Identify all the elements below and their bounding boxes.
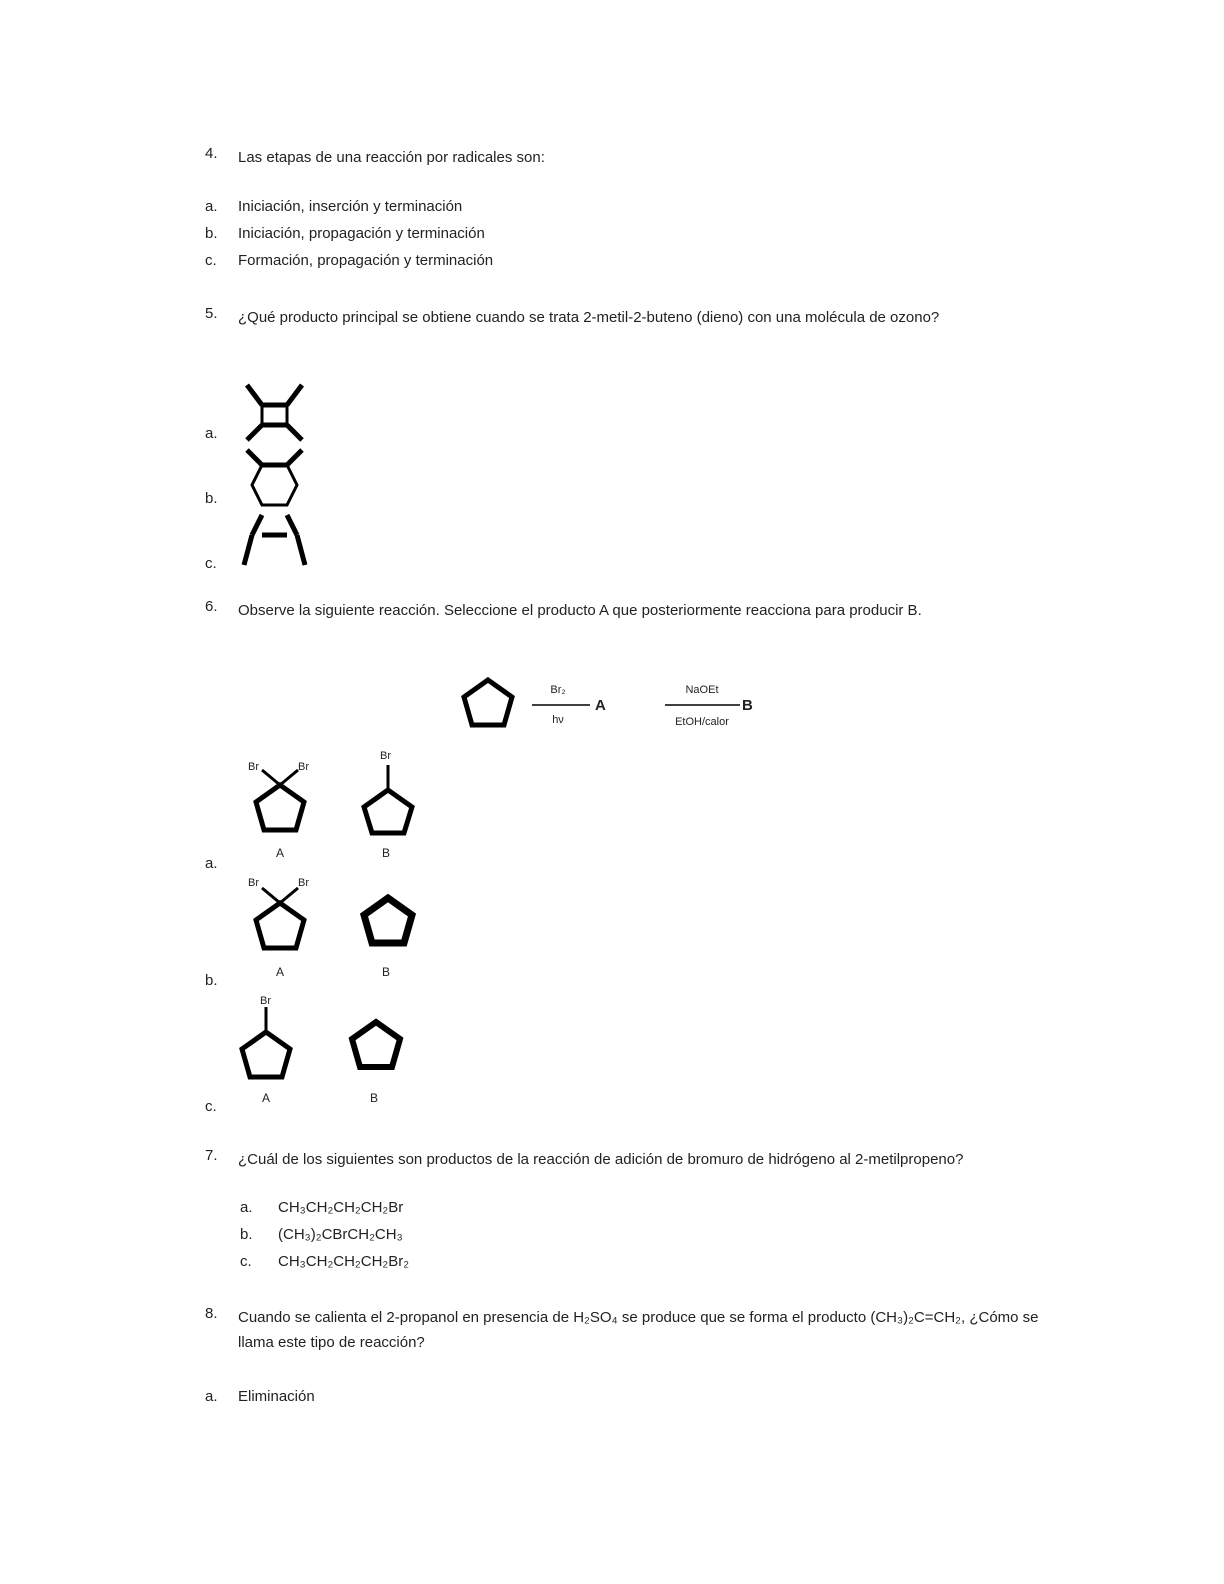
cyclopentene-ring [364, 790, 412, 833]
question-text: Las etapas de una reacción por radicales son: [238, 149, 545, 166]
question-number: 5. [205, 305, 218, 322]
question-text: ¿Qué producto principal se obtiene cuando se trata 2-metil-2-buteno (dieno) con una molécula de ozono? [238, 309, 940, 326]
product-a-label: A [595, 697, 606, 714]
atom-label: Br [298, 761, 309, 773]
option-text: Formación, propagación y terminación [238, 252, 494, 269]
atom-label: Br [298, 877, 309, 889]
option-letter: b. [240, 1226, 253, 1243]
cyclopentane-ring [256, 785, 304, 830]
option-letter: c. [205, 1098, 217, 1115]
reaction-scheme [450, 665, 800, 740]
question-text: Cuando se calienta el 2-propanol en presencia de H₂SO₄ se produce que se forma el producto (CH₃)₂C=CH₂, ¿Cómo se llama este tipo de reacción? [238, 1309, 1039, 1351]
molecule-option-c [244, 515, 305, 565]
option-text: Iniciación, inserción y terminación [238, 198, 463, 215]
option-letter: b. [205, 225, 218, 242]
option-letter: a. [240, 1199, 253, 1216]
cyclopentadiene-ring [364, 898, 412, 943]
question-number: 4. [205, 145, 218, 162]
reagent-2-top: NaOEt [685, 684, 719, 696]
product-b-label: B [742, 697, 753, 714]
question-number: 7. [205, 1147, 218, 1164]
option-letter: c. [240, 1253, 252, 1270]
question-text: Observe la siguiente reacción. Seleccione el producto A que posteriormente reacciona para producir B. [238, 602, 922, 619]
structure-label: B [382, 846, 391, 860]
structure-label: A [276, 846, 285, 860]
atom-label: Br [260, 995, 271, 1007]
cyclopentane-reactant [464, 680, 512, 725]
q6-option-c-structures [230, 992, 430, 1107]
option-text: CH₃CH₂CH₂CH₂Br₂ [278, 1253, 410, 1270]
q6-option-b-structures [240, 868, 440, 983]
option-letter: a. [205, 1388, 218, 1405]
atom-label: Br [248, 877, 259, 889]
option-text: CH₃CH₂CH₂CH₂Br [278, 1199, 404, 1216]
option-letter: c. [205, 555, 217, 572]
option-text: Eliminación [238, 1388, 315, 1405]
reagent-2-bottom: EtOH/calor [675, 716, 729, 728]
structure-label: A [276, 965, 285, 979]
option-letter: b. [205, 972, 218, 989]
option-letter: c. [205, 252, 217, 269]
molecule-option-b [247, 450, 302, 505]
reagent-1-bottom: hν [552, 714, 564, 726]
structure-label: B [370, 1091, 379, 1105]
option-letter: a. [205, 855, 218, 872]
cyclopentane-ring [242, 1032, 290, 1077]
structure-label: B [382, 965, 391, 979]
atom-label: Br [380, 750, 391, 762]
reagent-1-top: Br₂ [550, 684, 566, 696]
molecule-option-a [247, 385, 302, 440]
question-number: 8. [205, 1305, 218, 1322]
question-number: 6. [205, 598, 218, 615]
q6-option-a-structures [240, 745, 440, 860]
cyclopentene-ring [352, 1022, 400, 1067]
option-letter: b. [205, 490, 218, 507]
atom-label: Br [248, 761, 259, 773]
structure-q5-options [232, 375, 322, 575]
structure-label: A [262, 1091, 271, 1105]
option-letter: a. [205, 198, 218, 215]
question-text: ¿Cuál de los siguientes son productos de la reacción de adición de bromuro de hidrógeno al 2-metilpropeno? [238, 1151, 964, 1168]
option-letter: a. [205, 425, 218, 442]
cyclopentane-ring [256, 903, 304, 948]
option-text: (CH₃)₂CBrCH₂CH₃ [278, 1226, 403, 1243]
option-text: Iniciación, propagación y terminación [238, 225, 485, 242]
